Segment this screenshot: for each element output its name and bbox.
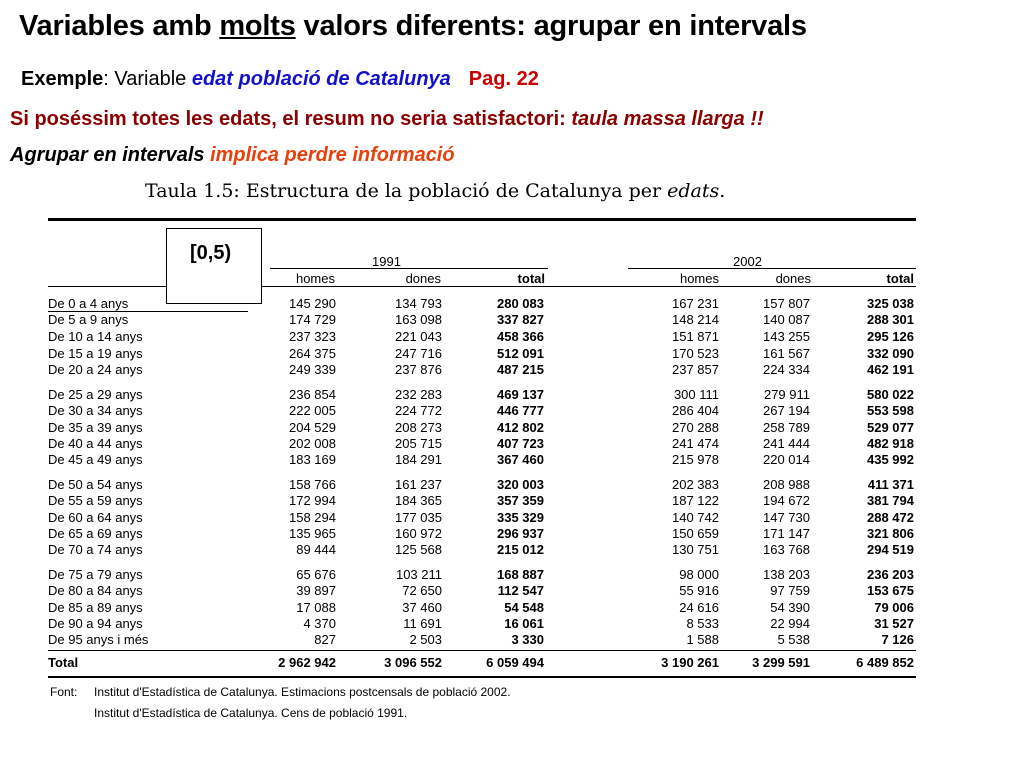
cell-dones-1991: 11 691 xyxy=(403,616,442,631)
cell-dones-2002: 267 194 xyxy=(763,403,810,418)
table-row xyxy=(48,362,916,378)
cell-homes-1991: 89 444 xyxy=(296,542,336,557)
row-label: De 65 a 69 anys xyxy=(48,526,143,541)
example-variable: edat població de Catalunya xyxy=(191,68,451,90)
note-line xyxy=(10,108,764,131)
cell-dones-1991: 205 715 xyxy=(395,436,442,451)
cell-total-1991: 512 091 xyxy=(497,346,544,361)
cell-dones-2002: 241 444 xyxy=(763,436,810,451)
cell-total-1991: 407 723 xyxy=(497,436,544,451)
cell-total-2002: 529 077 xyxy=(867,420,914,435)
interval-annotation-box xyxy=(166,228,262,304)
cell-dones-1991: 177 035 xyxy=(395,510,442,525)
cell-homes-1991: 39 897 xyxy=(296,583,336,598)
table-row xyxy=(48,616,916,632)
cell-dones-1991: 224 772 xyxy=(395,403,442,418)
table-row xyxy=(48,329,916,345)
cell-dones-2002: 97 759 xyxy=(770,583,810,598)
source-line-1 xyxy=(50,685,511,699)
cell-homes-1991: 183 169 xyxy=(289,452,336,467)
cell-total-1991: 320 003 xyxy=(497,477,544,492)
table-caption xyxy=(145,180,725,202)
row-label: De 70 a 74 anys xyxy=(48,542,143,557)
cell-homes-1991: 236 854 xyxy=(289,387,336,402)
cell-total-1991: 446 777 xyxy=(497,403,544,418)
row-label: De 35 a 39 anys xyxy=(48,420,143,435)
source-text-2: Institut d'Estadística de Catalunya. Cens de població 1991. xyxy=(94,706,408,720)
caption-emph: edats xyxy=(667,180,720,202)
cell-dones-2002: 258 789 xyxy=(763,420,810,435)
cell-dones-2002: 208 988 xyxy=(763,477,810,492)
cell-total-1991: 168 887 xyxy=(497,567,544,582)
year-2002-rule xyxy=(628,268,916,269)
cell-dones-2002: 157 807 xyxy=(763,296,810,311)
cell-homes-1991: 249 339 xyxy=(289,362,336,377)
cell-dones-1991: 208 273 xyxy=(395,420,442,435)
table-row xyxy=(48,600,916,616)
cell-homes-2002: 187 122 xyxy=(672,493,719,508)
table-row xyxy=(48,403,916,419)
cell-total-1991: 335 329 xyxy=(497,510,544,525)
year-1991-rule xyxy=(270,268,548,269)
row-label: De 10 a 14 anys xyxy=(48,329,143,344)
cell-total-1991: 54 548 xyxy=(504,600,544,615)
cell-total-2002: 79 006 xyxy=(874,600,914,615)
cell-total-2002: 580 022 xyxy=(867,387,914,402)
row-label: De 40 a 44 anys xyxy=(48,436,143,451)
cell-homes-1991: 172 994 xyxy=(289,493,336,508)
cell-dones-2002: 161 567 xyxy=(763,346,810,361)
cell-total-2002: 553 598 xyxy=(867,403,914,418)
cell-dones-2002: 140 087 xyxy=(763,312,810,327)
cell-homes-2002: 241 474 xyxy=(672,436,719,451)
cell-homes-2002: 300 111 xyxy=(673,387,719,402)
cell-total-1991: 458 366 xyxy=(497,329,544,344)
cell-total-1991: 367 460 xyxy=(497,452,544,467)
col-header-homes-2002: homes xyxy=(679,271,719,286)
cell-total-2002: 411 371 xyxy=(867,477,914,492)
cell-dones-1991: 184 291 xyxy=(395,452,442,467)
cell-total-2002: 482 918 xyxy=(867,436,914,451)
cell-homes-1991: 264 375 xyxy=(289,346,336,361)
cell-dones-2002: 54 390 xyxy=(770,600,810,615)
cell-homes-2002: 130 751 xyxy=(672,542,719,557)
table-row xyxy=(48,510,916,526)
cell-total-1991: 487 215 xyxy=(497,362,544,377)
cell-dones-1991: 125 568 xyxy=(395,542,442,557)
row-label: De 20 a 24 anys xyxy=(48,362,143,377)
cell-homes-1991: 65 676 xyxy=(296,567,336,582)
cell-total-1991: 357 359 xyxy=(497,493,544,508)
cell-homes-1991: 158 294 xyxy=(289,510,336,525)
table-row xyxy=(48,493,916,509)
slide-title xyxy=(19,10,807,43)
row-label: De 95 anys i més xyxy=(48,632,149,647)
cell-dones-1991: 37 460 xyxy=(402,600,442,615)
cell-homes-1991: 135 965 xyxy=(289,526,336,541)
table-row xyxy=(48,567,916,583)
cell-total-2002: 288 301 xyxy=(867,312,914,327)
source-line-2 xyxy=(94,706,407,720)
cell-homes-1991: 204 529 xyxy=(289,420,336,435)
note-emphasis: taula massa llarga !! xyxy=(571,108,764,130)
cell-homes-1991: 202 008 xyxy=(289,436,336,451)
cell-total-2002: 332 090 xyxy=(867,346,914,361)
caption-prefix: Taula 1.5: Estructura de la població de Catalunya per xyxy=(145,180,668,202)
cell-homes-2002: 3 190 261 xyxy=(661,655,719,670)
cell-dones-2002: 5 538 xyxy=(777,632,810,647)
cell-total-1991: 6 059 494 xyxy=(486,655,544,670)
cell-dones-2002: 138 203 xyxy=(763,567,810,582)
cell-total-2002: 435 992 xyxy=(867,452,914,467)
cell-dones-1991: 237 876 xyxy=(395,362,442,377)
cell-homes-1991: 17 088 xyxy=(296,600,336,615)
table-row xyxy=(48,632,916,648)
cell-total-2002: 295 126 xyxy=(867,329,914,344)
table-top-rule xyxy=(48,218,916,221)
cell-total-1991: 280 083 xyxy=(497,296,544,311)
cell-homes-1991: 827 xyxy=(314,632,336,647)
row-label: De 15 a 19 anys xyxy=(48,346,143,361)
cell-homes-1991: 158 766 xyxy=(289,477,336,492)
cell-homes-2002: 98 000 xyxy=(679,567,719,582)
row-label: De 75 a 79 anys xyxy=(48,567,143,582)
table-row xyxy=(48,542,916,558)
col-header-dones-2002: dones xyxy=(775,271,811,286)
cell-total-2002: 288 472 xyxy=(867,510,914,525)
cell-total-2002: 6 489 852 xyxy=(856,655,914,670)
cell-homes-2002: 151 871 xyxy=(672,329,719,344)
cell-homes-2002: 148 214 xyxy=(672,312,719,327)
cell-homes-1991: 237 323 xyxy=(289,329,336,344)
col-header-total-1991: total xyxy=(517,271,545,286)
table-row xyxy=(48,526,916,542)
cell-homes-2002: 8 533 xyxy=(686,616,719,631)
table-row xyxy=(48,387,916,403)
table-row xyxy=(48,583,916,599)
cell-dones-1991: 3 096 552 xyxy=(384,655,442,670)
cell-total-1991: 112 547 xyxy=(497,583,544,598)
cell-total-2002: 236 203 xyxy=(867,567,914,582)
cell-dones-1991: 247 716 xyxy=(395,346,442,361)
cell-dones-1991: 160 972 xyxy=(395,526,442,541)
cell-dones-1991: 134 793 xyxy=(395,296,442,311)
cell-dones-2002: 171 147 xyxy=(763,526,810,541)
title-pre: Variables amb xyxy=(19,10,220,42)
cell-homes-1991: 222 005 xyxy=(289,403,336,418)
example-page: Pag. 22 xyxy=(468,68,539,90)
cell-homes-2002: 237 857 xyxy=(672,362,719,377)
table-total-rule xyxy=(48,650,916,651)
row-label: De 50 a 54 anys xyxy=(48,477,143,492)
cell-homes-2002: 55 916 xyxy=(679,583,719,598)
cell-dones-1991: 184 365 xyxy=(395,493,442,508)
cell-dones-2002: 194 672 xyxy=(763,493,810,508)
cell-homes-2002: 167 231 xyxy=(672,296,719,311)
table-row xyxy=(48,312,916,328)
cell-dones-2002: 279 911 xyxy=(763,387,810,402)
year-header-1991: 1991 xyxy=(372,254,401,269)
cell-homes-2002: 140 742 xyxy=(672,510,719,525)
cell-homes-1991: 4 370 xyxy=(303,616,336,631)
table-row xyxy=(48,346,916,362)
year-header-2002: 2002 xyxy=(733,254,762,269)
cell-dones-2002: 220 014 xyxy=(763,452,810,467)
row-label: De 60 a 64 anys xyxy=(48,510,143,525)
cell-homes-2002: 215 978 xyxy=(672,452,719,467)
table-total-row xyxy=(48,655,916,671)
row-label: De 25 a 29 anys xyxy=(48,387,143,402)
grouping-lead: Agrupar en intervals xyxy=(10,144,205,166)
cell-dones-1991: 221 043 xyxy=(395,329,442,344)
cell-total-2002: 294 519 xyxy=(867,542,914,557)
row-label: De 90 a 94 anys xyxy=(48,616,143,631)
cell-dones-1991: 2 503 xyxy=(409,632,442,647)
cell-total-1991: 3 330 xyxy=(511,632,544,647)
source-label: Font: xyxy=(50,685,78,699)
cell-total-1991: 215 012 xyxy=(497,542,544,557)
table-row xyxy=(48,420,916,436)
table-row xyxy=(48,452,916,468)
example-line xyxy=(21,68,539,91)
cell-dones-2002: 22 994 xyxy=(770,616,810,631)
note-text: Si poséssim totes les edats, el resum no seria satisfactori: xyxy=(10,108,572,130)
table-row xyxy=(48,477,916,493)
row-label: De 45 a 49 anys xyxy=(48,452,143,467)
title-post: valors diferents: agrupar en intervals xyxy=(295,10,807,42)
table-row xyxy=(48,436,916,452)
row-label: De 30 a 34 anys xyxy=(48,403,143,418)
cell-homes-1991: 145 290 xyxy=(289,296,336,311)
cell-dones-2002: 3 299 591 xyxy=(752,655,810,670)
cell-total-2002: 31 527 xyxy=(874,616,914,631)
caption-suffix: . xyxy=(719,180,726,202)
grouping-rest: implica perdre informació xyxy=(204,144,455,166)
col-header-dones-1991: dones xyxy=(405,271,441,286)
cell-dones-2002: 163 768 xyxy=(763,542,810,557)
cell-total-2002: 381 794 xyxy=(867,493,914,508)
cell-dones-1991: 232 283 xyxy=(395,387,442,402)
row-label: De 85 a 89 anys xyxy=(48,600,143,615)
row-label: De 5 a 9 anys xyxy=(48,312,129,327)
cell-total-1991: 469 137 xyxy=(497,387,544,402)
example-sep: : Variable xyxy=(103,68,192,90)
cell-homes-2002: 202 383 xyxy=(672,477,719,492)
cell-total-2002: 321 806 xyxy=(867,526,914,541)
cell-dones-1991: 161 237 xyxy=(395,477,442,492)
cell-homes-2002: 170 523 xyxy=(672,346,719,361)
cell-homes-2002: 270 288 xyxy=(672,420,719,435)
cell-total-1991: 296 937 xyxy=(497,526,544,541)
col-header-homes-1991: homes xyxy=(295,271,335,286)
row-label: De 0 a 4 anys xyxy=(48,296,129,311)
cell-total-2002: 325 038 xyxy=(867,296,914,311)
cell-total-2002: 7 126 xyxy=(881,632,914,647)
cell-total-1991: 412 802 xyxy=(497,420,544,435)
interval-annotation-label: [0,5) xyxy=(190,242,232,264)
cell-dones-2002: 143 255 xyxy=(763,329,810,344)
grouping-line xyxy=(10,144,455,167)
cell-dones-2002: 224 334 xyxy=(763,362,810,377)
row-label: Total xyxy=(48,655,79,670)
cell-dones-1991: 103 211 xyxy=(395,567,442,582)
cell-total-1991: 337 827 xyxy=(497,312,544,327)
cell-homes-2002: 24 616 xyxy=(679,600,719,615)
col-header-total-2002: total xyxy=(886,271,914,286)
title-underlined: molts xyxy=(219,10,296,42)
table-bottom-rule xyxy=(48,676,916,678)
cell-dones-2002: 147 730 xyxy=(763,510,810,525)
cell-homes-1991: 174 729 xyxy=(289,312,336,327)
cell-homes-1991: 2 962 942 xyxy=(278,655,336,670)
cell-total-1991: 16 061 xyxy=(504,616,544,631)
cell-dones-1991: 163 098 xyxy=(395,312,442,327)
cell-total-2002: 462 191 xyxy=(867,362,914,377)
cell-homes-2002: 1 588 xyxy=(686,632,719,647)
row-label: De 55 a 59 anys xyxy=(48,493,143,508)
interval-annotation-underline xyxy=(48,311,248,312)
source-text-1: Institut d'Estadística de Catalunya. Estimacions postcensals de població 2002. xyxy=(94,685,511,699)
row-label: De 80 a 84 anys xyxy=(48,583,143,598)
example-label: Exemple xyxy=(21,68,104,90)
cell-total-2002: 153 675 xyxy=(867,583,914,598)
cell-dones-1991: 72 650 xyxy=(402,583,442,598)
cell-homes-2002: 286 404 xyxy=(672,403,719,418)
cell-homes-2002: 150 659 xyxy=(672,526,719,541)
